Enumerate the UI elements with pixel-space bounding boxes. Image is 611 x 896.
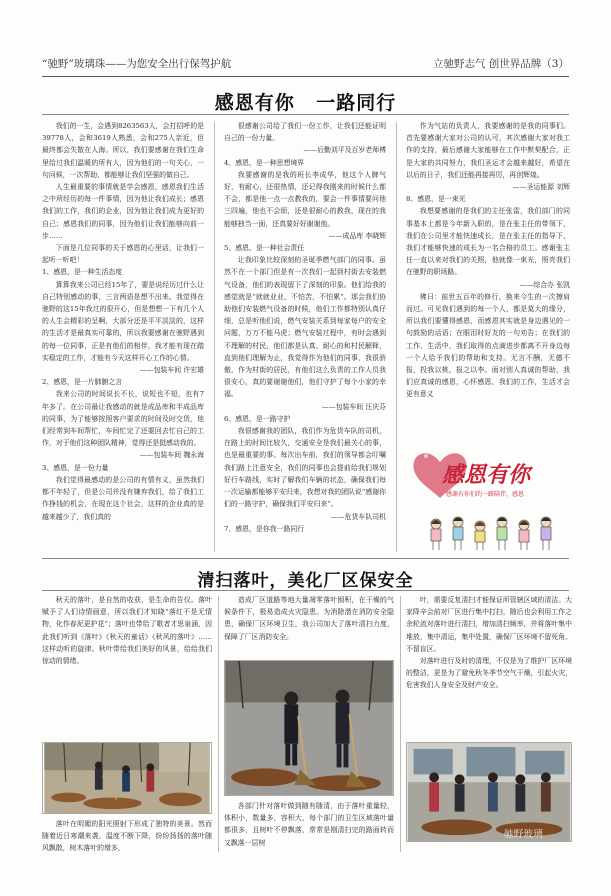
- article2-title: 清扫落叶，美化厂区保安全: [197, 571, 414, 591]
- header-page-label: 立驰野志气 创世界品牌（3）: [432, 57, 569, 70]
- gratitude-emblem: [408, 416, 578, 566]
- column-divider: [214, 122, 215, 552]
- paragraph: ——包装车间 魏永海: [139, 451, 204, 460]
- paragraph: 人生最重要的事情就是学会感恩，感恩我们生活之中所经历的每一件事情，因为他让我们成长；感恩我们的工作，我们的企业，因为他让我们成为更好的自己；感恩我们的同事，因为他们让我们能够向前一步……: [42, 183, 204, 240]
- paragraph: 造成厂区道路等地大量凋零落叶囤积，在干燥的气候条件下，极易造成火灾隐患。为消除潜在消防安全隐患，确保厂区环境卫生，我公司加大了落叶清扫力度，保障了厂区消防安全。: [224, 596, 394, 641]
- paragraph: 对落叶进行及时的清理，不仅是为了维护厂区环境的整洁，更是为了避免秋冬季节空气干燥，引起火灾，危害我们人身安全及财产安全。: [406, 657, 572, 690]
- column-divider: [396, 122, 397, 552]
- article1-column-2: [224, 120, 386, 556]
- paragraph: 佛曰：前世五百年的修行，换来今生的一次擦肩而过。可见我们遇到的每一个人，都是莫大的缘分，所以我们要懂得感恩，而感恩其实就是身边遇见的一句鼓励的话语；在眼泪时好友的一句劝告；在我们的工作、生活中，我们取得的点滴进步都离不开身边每一个人给予我们的帮助和支持。无言不酬，无德不报，投我以桃，报之以李。面对别人真诚的帮助，我们应真诚的感恩，心怀感恩，我们的工作，生活才会更有意义: [406, 292, 570, 399]
- paragraph: 8、感恩，是一束光: [406, 195, 466, 204]
- column-divider: [400, 596, 401, 852]
- emblem-title: 感恩有你: [442, 462, 531, 488]
- article1-column-3: [406, 120, 570, 416]
- article1-title: 感恩有你 一路同行: [214, 92, 397, 114]
- paragraph: 让我印象比较深刻的圣诞季燃气部门的同事。虽然不在一个部门但是有一次我们一起到村街去安装燃气设备，他们的表现留下了深刻的印象。他们给我的感觉就是“就就业业，不怕苦，不怕累”。那会我们协助他们安装燃气设备的时候，他们工作都特别认真仔细，总是听他们说，燃气安装关系到每家每户的安全问题，万万不能马虎；燃气安装过程中，有时会遇到不理解的村民，他们都是认真、耐心的和村民解释，直到他们理解为止，我觉得作为他们的同事，我很骄傲，作为村街的居民，有他们这么负责的工作人员我很安心，真的要谢谢他们，他们守护了每个小家的幸福。: [224, 256, 386, 399]
- paragraph: 我来公司的时间说长不长，说短也不短，也有7年多了。在公司最让我感动的就是成品库和半成品库的同事，为了能够按照客户要求的时间及时交货，他们经常到车间帮忙，车间忙完了还要回去忙自己的工作，对于他们这种团队精神，觉得还是挺感动我的。: [42, 390, 204, 448]
- children-illustration: [431, 517, 551, 550]
- header-slogan: “驰野”玻璃珠——为您安全出行保驾护航: [42, 57, 232, 70]
- paragraph: 下面是几位同事的关于感恩的心里话，让我们一起听一听吧！: [42, 244, 204, 265]
- paragraph: 落叶在明媚的阳光照射下形成了独特的美景。然而随着近日寒潮来袭，温度不断下降，纷纷扬扬的落叶随风飘散，树木落叶的增多，: [42, 820, 212, 853]
- paragraph: 1、感恩，是一种生活态度: [42, 268, 123, 277]
- paragraph: ——圣运能源 刘辉: [512, 183, 570, 192]
- paragraph: 3、感恩，是一份力量: [42, 463, 109, 472]
- paragraph: ——包装车间 许宏雄: [139, 366, 204, 375]
- paragraph: 4、感恩，是一种思想境界: [224, 158, 305, 167]
- photo-workers-brooms: [224, 660, 394, 796]
- paragraph: 我很感谢我的团队，我们作为危货车队的司机，在路上的时间比较久，交通安全是我们最关心的事，也是最重要的事。每次出车前，我们的领导都会叮嘱我们路上注意安全，我们的同事也会提前给我们规划好行车路线，实时了解我们车辆的状态，确保我们每一次运输都能够平安归来，我想对我的团队说“感谢你们的一路守护，确保我们平安归来”。: [224, 427, 386, 509]
- paragraph: ——成品库 李晓辉: [328, 231, 386, 240]
- paragraph: 算算我来公司已经15年了，要是说经历过什么让自己特别感动的事，三言两语是想不出来。我觉得在驰野的这15年我过的很开心，但是想想一下有几个人的人生会精彩的呈啊，大部分还是平平淡淡的，这样的生活才是最真实可靠的，所以我要感谢在驰野遇到的每一位同事，正是有他们的相伴，我才能有现在踏实稳定的工作，才能有今天这样开心工作的心情。: [42, 280, 204, 362]
- paragraph: ——后勤刘平及百岁老师傅: [303, 146, 386, 155]
- header-rule: [42, 76, 569, 77]
- article2-column-1b: [42, 818, 212, 868]
- paragraph: ——包装车间 汪庆芬: [321, 402, 386, 411]
- paragraph: 我们觉得最感动的是公司的有情有义，虽然我们都不年轻了，但是公司并没有嫌弃我们，给了我们工作挣钱的机会，在现在这个社会，这样的企业真的是越来越少了，我们真的: [42, 475, 204, 521]
- paragraph: ——危货车队司机: [330, 512, 386, 521]
- paragraph: 秋天的落叶，是自然的收获，是生命的告仪。落叶赋予了人们诗情画意，所以我们才知晓“落红不是无情物，化作春泥更护花”；落叶也带给了歌者才思泉涌，因此我们听到《落叶》《秋天的童话》《秋风的落叶》……这样动听的旋律。秋叶带给我们美好的风景，给给我们惊动的情绪。: [42, 596, 212, 666]
- paragraph: 我们的一生，会遇到8263563人，会打招呼的是39778人，会和3619人熟悉，会和275人亲近，但最终都会失散在人海。所以，我们要感谢在我们生命里给过我们温暖的所有人，因为他们的一句关心，一句问候，一次帮助，都能够让我们坚强的做自己。: [42, 122, 204, 179]
- paragraph: 作为气站的负责人，我要感谢的是我的同事们。首先要感谢大家对公司的认可，其次感谢大家对我工作的支持，最后感谢大家能够在工作中默契配合，正是大家的共同努力，我们圣运才会越来越好，希望在以后的日子，我们还能再接再厉，再创辉煌。: [406, 122, 570, 179]
- emblem-subtitle: 感谢有你们的一路陪伴，感恩: [446, 491, 525, 498]
- paragraph: 我想要感谢的是我们的主任张雷，我们部门的同事基本上都是今年新入职的，是在张主任的带领下，我们在公司里才能快速成长，是在张主任的指导下，我们才能够快速的成长为一名合格的员工。感谢张主任一直以来对我们的关照，他就像一束光，照亮我们在驰野的职场路。: [406, 207, 570, 277]
- paragraph: 叶，需要反复清扫才能保证所管辖区域的清洁。大家降辛会前对厂区进行集中打扫，随后也会利用工作之余轮流对落叶进行清扫，增加清扫频率，并将落叶集中堆放，集中清运，集中处置，确保厂区环境不留死角、不留盲区。: [406, 596, 572, 653]
- photo-watermark: 驰野玻璃: [503, 829, 543, 841]
- article1-title-rule: [42, 114, 569, 115]
- article2-column-3a: [406, 594, 572, 734]
- article2-column-1a: [42, 594, 212, 724]
- article2-column-2a: [224, 594, 394, 654]
- photo-sweeping-street: [42, 742, 212, 814]
- paragraph: 6、感恩，是一路守护: [224, 414, 291, 423]
- article2-column-2b: [224, 800, 394, 860]
- paragraph: 7、感恩，是你我一路同行: [224, 524, 305, 533]
- paragraph: 我要感谢的是我的班长李成华，他这个人脾气好，有耐心，还很热情，还记得我刚来的时候什么都不会，都是他一点一点教我的，要会一件事情要问他三四遍，他也不会烦，还是很耐心的教我，现在的我能够独当一面，还真要好好谢谢他。: [224, 170, 386, 228]
- paragraph: 各部门针对落叶做到随有随清，由于落叶重量轻，体积小，数量多，容积大，每个部门的卫生区域落叶量都很多，且树叶不停飘落，常常是刚清扫完的路面转而又飘落一层树: [224, 802, 394, 847]
- paragraph: 很感谢公司给了我们一份工作，让我们还能证明自己的一份力量。: [224, 122, 386, 143]
- column-divider: [218, 596, 219, 852]
- paragraph: 5、感恩，是一种社会责任: [224, 244, 305, 253]
- page-header: [42, 52, 569, 74]
- article2-title-rule: [42, 590, 569, 591]
- paragraph: 2、感恩，是一片肺腑之言: [42, 378, 123, 387]
- photo-group-cleaning: [406, 742, 572, 842]
- paragraph: ——综合办 张凯: [519, 280, 570, 289]
- article-separator: [42, 558, 569, 559]
- article1-column-1: [42, 120, 204, 556]
